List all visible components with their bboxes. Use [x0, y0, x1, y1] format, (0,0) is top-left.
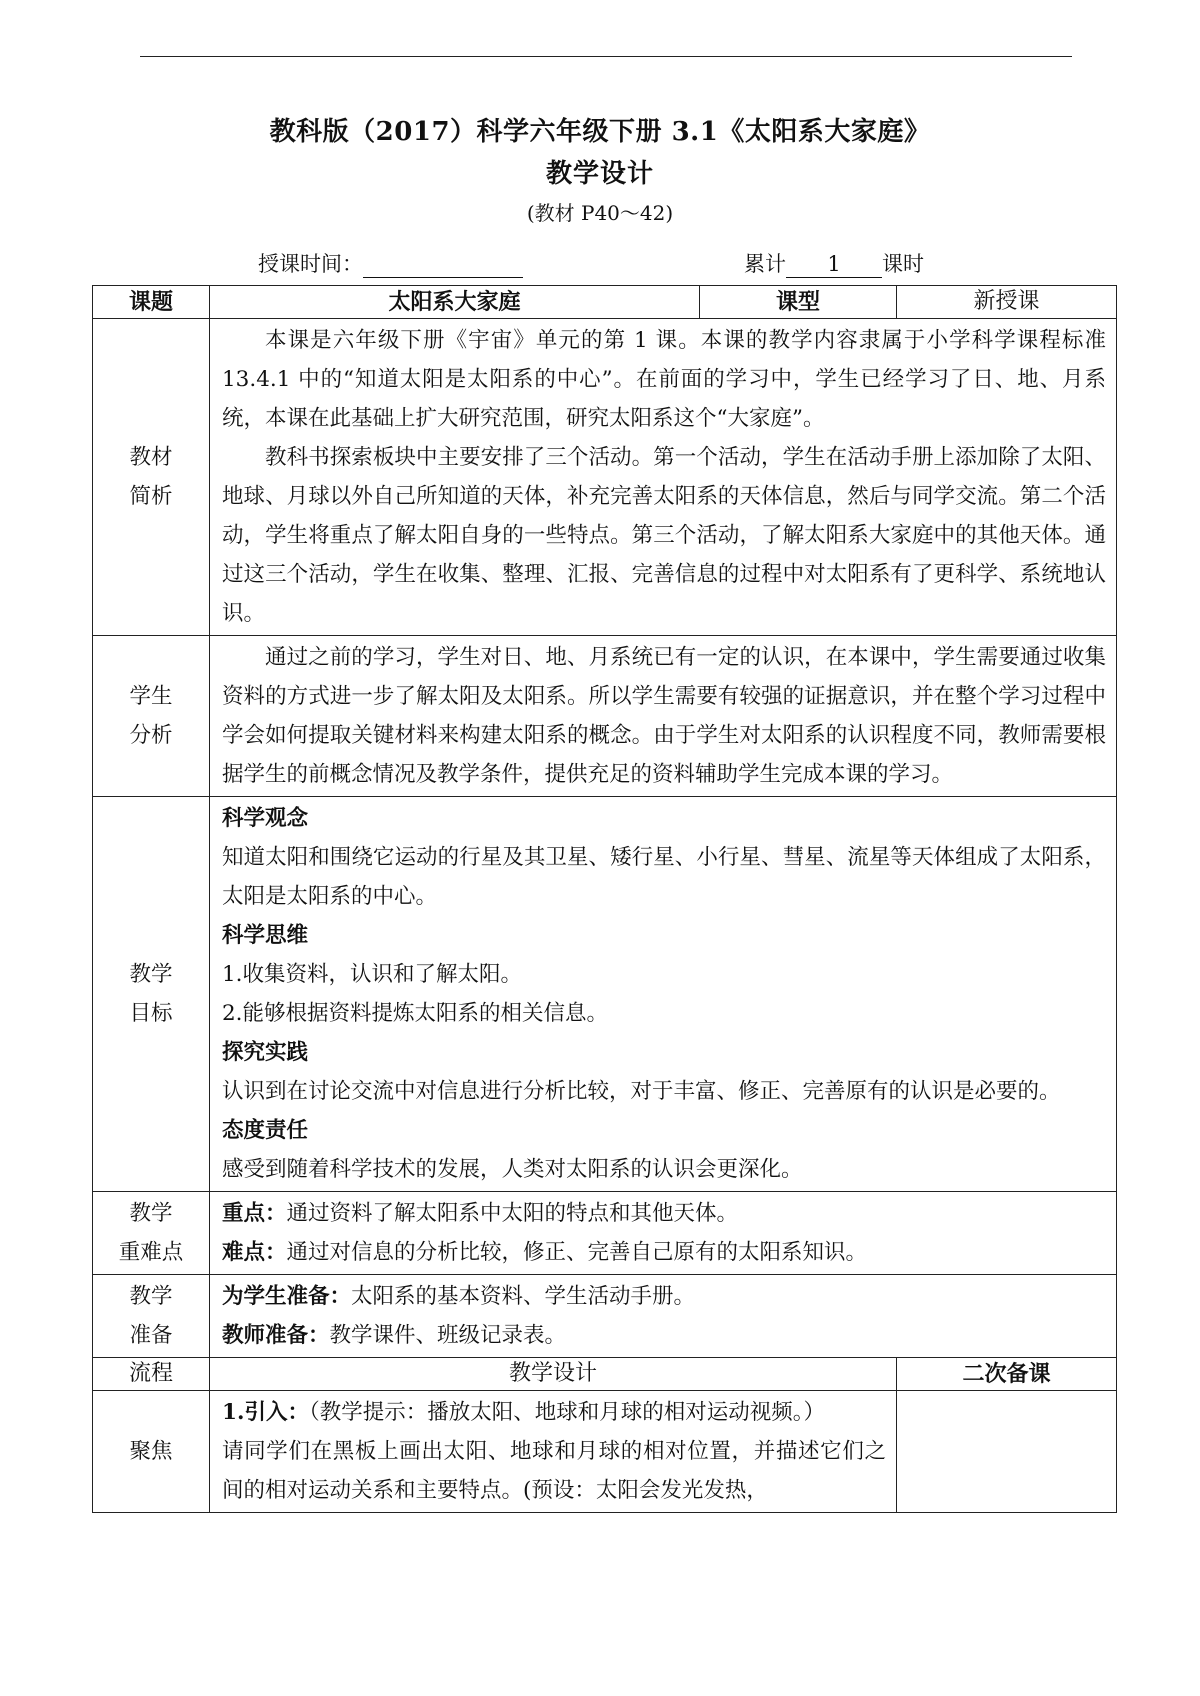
- preparation-content: [210, 1275, 1117, 1358]
- table-row: [93, 1391, 1117, 1513]
- paragraph: 通过之前的学习，学生对日、地、月系统已有一定的认识，在本课中，学生需要通过收集资料的方式进一步了解太阳及太阳系。所以学生需要有较强的证据意识，并在整个学习过程中学会如何提取关键材料来构建太阳系的概念。由于学生对太阳系的认识程度不同，教师需要根据学生的前概念情况及教学条件，提供充足的资料辅助学生完成本课的学习。: [222, 645, 1106, 787]
- objective-heading: 科学观念: [222, 806, 309, 831]
- objective-text: 2.能够根据资料提炼太阳系的相关信息。: [222, 1001, 609, 1026]
- key-points-content: [210, 1192, 1117, 1275]
- second-prep-cell: [897, 1391, 1117, 1513]
- focus-label: 聚焦: [93, 1391, 210, 1513]
- lesson-type-label: 课型: [700, 286, 897, 319]
- topic-label: 课题: [93, 286, 210, 319]
- cumulative-periods: [744, 248, 924, 278]
- paragraph: 本课是六年级下册《宇宙》单元的第 1 课。本课的教学内容隶属于小学科学课程标准 13.4.1 中的“知道太阳是太阳系的中心”。在前面的学习中，学生已经学习了日、地、月系统，本课在此基础上扩大研究范围，研究太阳系这个“大家庭”。: [222, 328, 1106, 431]
- class-time-blank: [363, 251, 523, 278]
- student-preparation: 为学生准备：太阳系的基本资料、学生活动手册。: [222, 1284, 696, 1309]
- cumulative-label: 累计: [744, 252, 786, 276]
- objectives-content: [210, 797, 1117, 1192]
- focus-content: [210, 1391, 897, 1513]
- table-row: [93, 797, 1117, 1192]
- key-point: 重点：通过资料了解太阳系中太阳的特点和其他天体。: [222, 1201, 739, 1226]
- objective-heading: 科学思维: [222, 923, 309, 948]
- objective-text: 知道太阳和围绕它运动的行星及其卫星、矮行星、小行星、彗星、流星等天体组成了太阳系，太阳是太阳系的中心。: [222, 845, 1106, 909]
- focus-text: 请同学们在黑板上画出太阳、地球和月球的相对位置，并描述它们之间的相对运动关系和主要特点。(预设：太阳会发光发热，: [222, 1439, 886, 1503]
- class-time: [258, 248, 523, 278]
- topic-value: 太阳系大家庭: [210, 286, 700, 319]
- key-points-label: 教学 重难点: [93, 1192, 210, 1275]
- table-row: [93, 636, 1117, 797]
- focus-lead: 1.引入：（教学提示：播放太阳、地球和月球的相对运动视频。）: [222, 1400, 825, 1425]
- class-time-label: 授课时间：: [258, 252, 363, 276]
- textbook-pages: (教材 P40～42): [526, 201, 674, 225]
- objective-text: 1.收集资料，认识和了解太阳。: [222, 962, 523, 987]
- header-rule: [140, 56, 1072, 57]
- table-row: [93, 1192, 1117, 1275]
- teacher-preparation: 教师准备：教学课件、班级记录表。: [222, 1323, 567, 1348]
- meta-line: [0, 248, 1200, 278]
- objective-text: 认识到在讨论交流中对信息进行分析比较，对于丰富、修正、完善原有的认识是必要的。: [222, 1079, 1061, 1104]
- period-label: 课时: [882, 252, 924, 276]
- objective-text: 感受到随着科学技术的发展，人类对太阳系的认识会更深化。: [222, 1157, 803, 1182]
- table-row: [93, 1358, 1117, 1391]
- title-block: [0, 114, 1200, 228]
- objective-heading: 态度责任: [222, 1118, 309, 1143]
- document-title: 教科版（2017）科学六年级下册 3.1《太阳系大家庭》: [269, 117, 931, 147]
- preparation-label: 教学 准备: [93, 1275, 210, 1358]
- cumulative-value: 1: [786, 251, 882, 278]
- design-header: 教学设计: [210, 1358, 897, 1391]
- objectives-label: 教学 目标: [93, 797, 210, 1192]
- material-analysis-label: 教材 简析: [93, 319, 210, 636]
- material-analysis-content: [210, 319, 1117, 636]
- lesson-type-value: 新授课: [897, 286, 1117, 319]
- student-analysis-label: 学生 分析: [93, 636, 210, 797]
- paragraph: 教科书探索板块中主要安排了三个活动。第一个活动，学生在活动手册上添加除了太阳、地球、月球以外自己所知道的天体，补充完善太阳系的天体信息，然后与同学交流。第二个活动，学生将重点了解太阳自身的一些特点。第三个活动，了解太阳系大家庭中的其他天体。通过这三个活动，学生在收集、整理、汇报、完善信息的过程中对太阳系有了更科学、系统地认识。: [222, 445, 1106, 626]
- objective-heading: 探究实践: [222, 1040, 309, 1065]
- lesson-plan-table: [92, 285, 1117, 1513]
- second-prep-header: 二次备课: [897, 1358, 1117, 1391]
- difficult-point: 难点：通过对信息的分析比较，修正、完善自己原有的太阳系知识。: [222, 1240, 868, 1265]
- table-row: [93, 286, 1117, 319]
- student-analysis-content: [210, 636, 1117, 797]
- table-row: [93, 319, 1117, 636]
- flow-header: 流程: [93, 1358, 210, 1391]
- table-row: [93, 1275, 1117, 1358]
- document-subtitle: 教学设计: [545, 159, 654, 189]
